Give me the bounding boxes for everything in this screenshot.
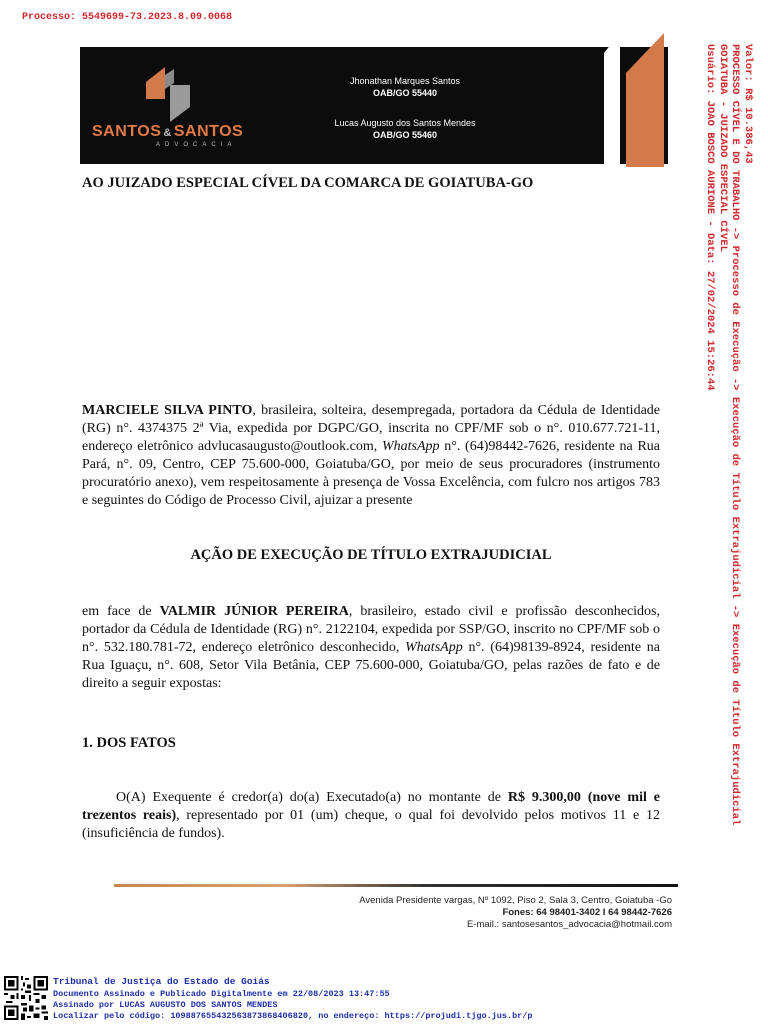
debt-amount: R$ 9.300,00 (nove mil e trezentos reais)	[82, 790, 660, 823]
lawyer-1-oab: OAB/GO 55440	[372, 88, 438, 98]
process-number: Processo: 5549699-73.2023.8.09.0068	[22, 12, 233, 23]
whatsapp-label: WhatsApp	[381, 439, 440, 454]
lawyer-2-oab: OAB/GO 55460	[372, 130, 438, 140]
defendant-name: VALMIR JÚNIOR PEREIRA	[159, 604, 349, 619]
plaintiff-text-b: n°. (64)98442-7626, residente na Rua Pará, n°. 09, Centro, CEP 75.600-000, Goiatuba/GO, por meio de seus procuradores (instrumento procuratório anexo), vem respeitosamente à presença de Vossa Excelência, com fulcro nos artigos 783 e seguintes do Código de Processo Civil, ajuizar a presente	[82, 439, 660, 508]
plaintiff-text-a: , brasileira, solteira, desempregada, portadora da Cédula de Identidade (RG) n°. 4374375 2ª Via, expedida por DGPC/GO, inscrita no CPF/MF sob o n°. 010.677.721-11, endereço eletrônico advlucasaugusto@outlook.com,	[82, 403, 660, 454]
defendant-text-b: , brasileiro, estado civil e profissão desconhecidos, portador da Cédula de Identidade (RG) n°. 2122104, expedida por SSP/GO, inscrito no CPF/MF sob o n°. 532.180.781-72, endereço eletrônico desconhecido,	[82, 604, 661, 655]
brand-left: SANTOS	[92, 123, 162, 140]
lawyer-1	[320, 75, 490, 99]
brand-ampersand: &	[163, 127, 172, 139]
footer-phones: Fones: 64 98401-3402 I 64 98442-7626	[502, 907, 672, 918]
defendant-paragraph	[82, 603, 660, 693]
stamp-user-date: Usuário: JOAO BOSCO AURIONE - Data: 27/02/2024 15:26:44	[704, 44, 717, 391]
signer-name: Assinado por LUCAS AUGUSTO DOS SANTOS MENDES	[53, 1000, 278, 1010]
plaintiff-paragraph	[82, 402, 660, 510]
court-name: Tribunal de Justiça do Estado de Goiás	[53, 976, 270, 987]
signed-published-date: Documento Assinado e Publicado Digitalmente em 22/08/2023 13:47:55	[53, 989, 390, 999]
footer-email: E-mail.: santosesantos_advocacia@hotmail.com	[466, 919, 672, 930]
court-heading: AO JUIZADO ESPECIAL CÍVEL DA COMARCA DE GOIATUBA-GO	[82, 175, 534, 191]
brand-right: SANTOS	[173, 123, 244, 140]
lawyer-1-name: Jhonathan Marques Santos	[349, 76, 461, 86]
footer-divider	[114, 884, 678, 887]
action-heading: AÇÃO DE EXECUÇÃO DE TÍTULO EXTRAJUDICIAL	[190, 547, 552, 563]
footer-address: Avenida Presidente vargas, Nº 1092, Piso 2, Sala 3, Centro, Goiatuba -Go	[359, 895, 672, 906]
stamp-class: PROCESSO CÍVEL E DO TRABALHO -> Processo de Execução -> Execução de Título Extrajudicial -> Execução de Título Extrajudicial	[729, 44, 742, 826]
stamp-value: Valor: R$ 10.386,43	[742, 44, 754, 164]
verification-code[interactable]: Localizar pelo código: 109887655432563873868406820, no endereço: https://projudi.tjgo.jus.br/p	[53, 1011, 533, 1021]
facts-paragraph	[82, 789, 660, 843]
facts-heading: 1. DOS FATOS	[82, 735, 176, 751]
decorative-stripes-icon	[564, 33, 684, 167]
lawyer-2-name: Lucas Augusto dos Santos Mendes	[334, 118, 476, 128]
letterhead-banner	[80, 47, 678, 164]
facts-text-a: O(A) Exequente é credor(a) do(a) Executado(a) no montante de	[116, 790, 508, 805]
firm-brand-subtitle: ADVOCACIA	[156, 142, 237, 148]
defendant-text-c: n°. (64)98139-8924, residente na Rua Iguaçu, n°. 608, Setor Vila Betânia, CEP 75.600-000, Goiatuba/GO, pelas razões de fato e de direito a seguir expostas:	[82, 640, 660, 691]
firm-brand-name	[92, 123, 243, 141]
lawyer-2	[320, 117, 490, 141]
plaintiff-name: MARCIELE SILVA PINTO	[82, 403, 253, 418]
defendant-text-a: em face de	[82, 604, 160, 619]
side-process-stamp	[702, 44, 754, 826]
whatsapp-label: WhatsApp	[405, 640, 463, 655]
qr-code-icon	[4, 976, 48, 1020]
facts-text-b: , representado por 01 (um) cheque, o qual foi devolvido pelos motivos 11 e 12 (insuficiência de fundos).	[82, 808, 661, 841]
stamp-court: GOIATUBA - JUIZADO ESPECIAL CÍVEL	[717, 44, 729, 252]
